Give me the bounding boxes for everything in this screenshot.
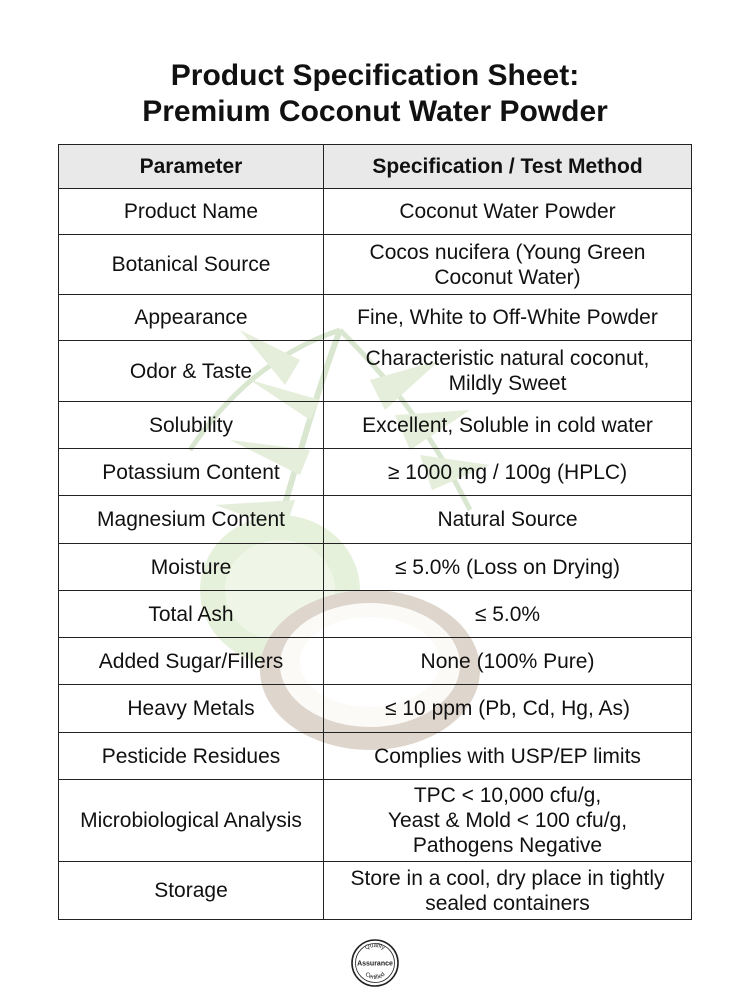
table-row (59, 295, 692, 341)
table-row (59, 449, 692, 496)
parameter-cell: Moisture (59, 544, 324, 591)
spec-cell: ≤ 5.0% (324, 591, 692, 638)
parameter-cell: Storage (59, 862, 324, 920)
table-row (59, 780, 692, 862)
table-row (59, 496, 692, 544)
specification-table (58, 144, 692, 920)
parameter-cell: Potassium Content (59, 449, 324, 496)
spec-cell: Excellent, Soluble in cold water (324, 402, 692, 449)
table-row (59, 685, 692, 733)
parameter-cell: Appearance (59, 295, 324, 341)
parameter-cell: Solubility (59, 402, 324, 449)
spec-cell: Coconut Water Powder (324, 189, 692, 235)
spec-cell: ≤ 5.0% (Loss on Drying) (324, 544, 692, 591)
spec-cell: ≤ 10 ppm (Pb, Cd, Hg, As) (324, 685, 692, 733)
table-row (59, 544, 692, 591)
table-row (59, 638, 692, 685)
table-row (59, 733, 692, 780)
parameter-cell: Added Sugar/Fillers (59, 638, 324, 685)
spec-cell: Store in a cool, dry place in tightly sealed containers (324, 862, 692, 920)
spec-cell: None (100% Pure) (324, 638, 692, 685)
column-header-specification: Specification / Test Method (324, 145, 692, 189)
seal-top-text: Quality (364, 942, 386, 952)
spec-cell: Fine, White to Off-White Powder (324, 295, 692, 341)
spec-cell: Cocos nucifera (Young Green Coconut Water) (324, 235, 692, 295)
title-line-1: Product Specification Sheet: (170, 59, 580, 92)
parameter-cell: Product Name (59, 189, 324, 235)
parameter-cell: Magnesium Content (59, 496, 324, 544)
spec-cell: Complies with USP/EP limits (324, 733, 692, 780)
parameter-cell: Heavy Metals (59, 685, 324, 733)
table-row (59, 189, 692, 235)
spec-cell: ≥ 1000 mg / 100g (HPLC) (324, 449, 692, 496)
title-line-2: Premium Coconut Water Powder (142, 95, 608, 128)
parameter-cell: Total Ash (59, 591, 324, 638)
table-row (59, 235, 692, 295)
table-row (59, 591, 692, 638)
quality-assurance-seal (350, 938, 400, 988)
parameter-cell: Microbiological Analysis (59, 780, 324, 862)
table-header-row (59, 145, 692, 189)
parameter-cell: Pesticide Residues (59, 733, 324, 780)
parameter-cell: Odor & Taste (59, 341, 324, 402)
table-row (59, 862, 692, 920)
table-row (59, 402, 692, 449)
page-title (0, 58, 750, 130)
table-row (59, 341, 692, 402)
column-header-parameter: Parameter (59, 145, 324, 189)
spec-cell: TPC < 10,000 cfu/g, Yeast & Mold < 100 cfu/g, Pathogens Negative (324, 780, 692, 862)
spec-cell: Natural Source (324, 496, 692, 544)
seal-main-text: Assurance (357, 960, 393, 968)
parameter-cell: Botanical Source (59, 235, 324, 295)
seal-bottom-text: Certified (363, 971, 387, 982)
spec-cell: Characteristic natural coconut, Mildly Sweet (324, 341, 692, 402)
